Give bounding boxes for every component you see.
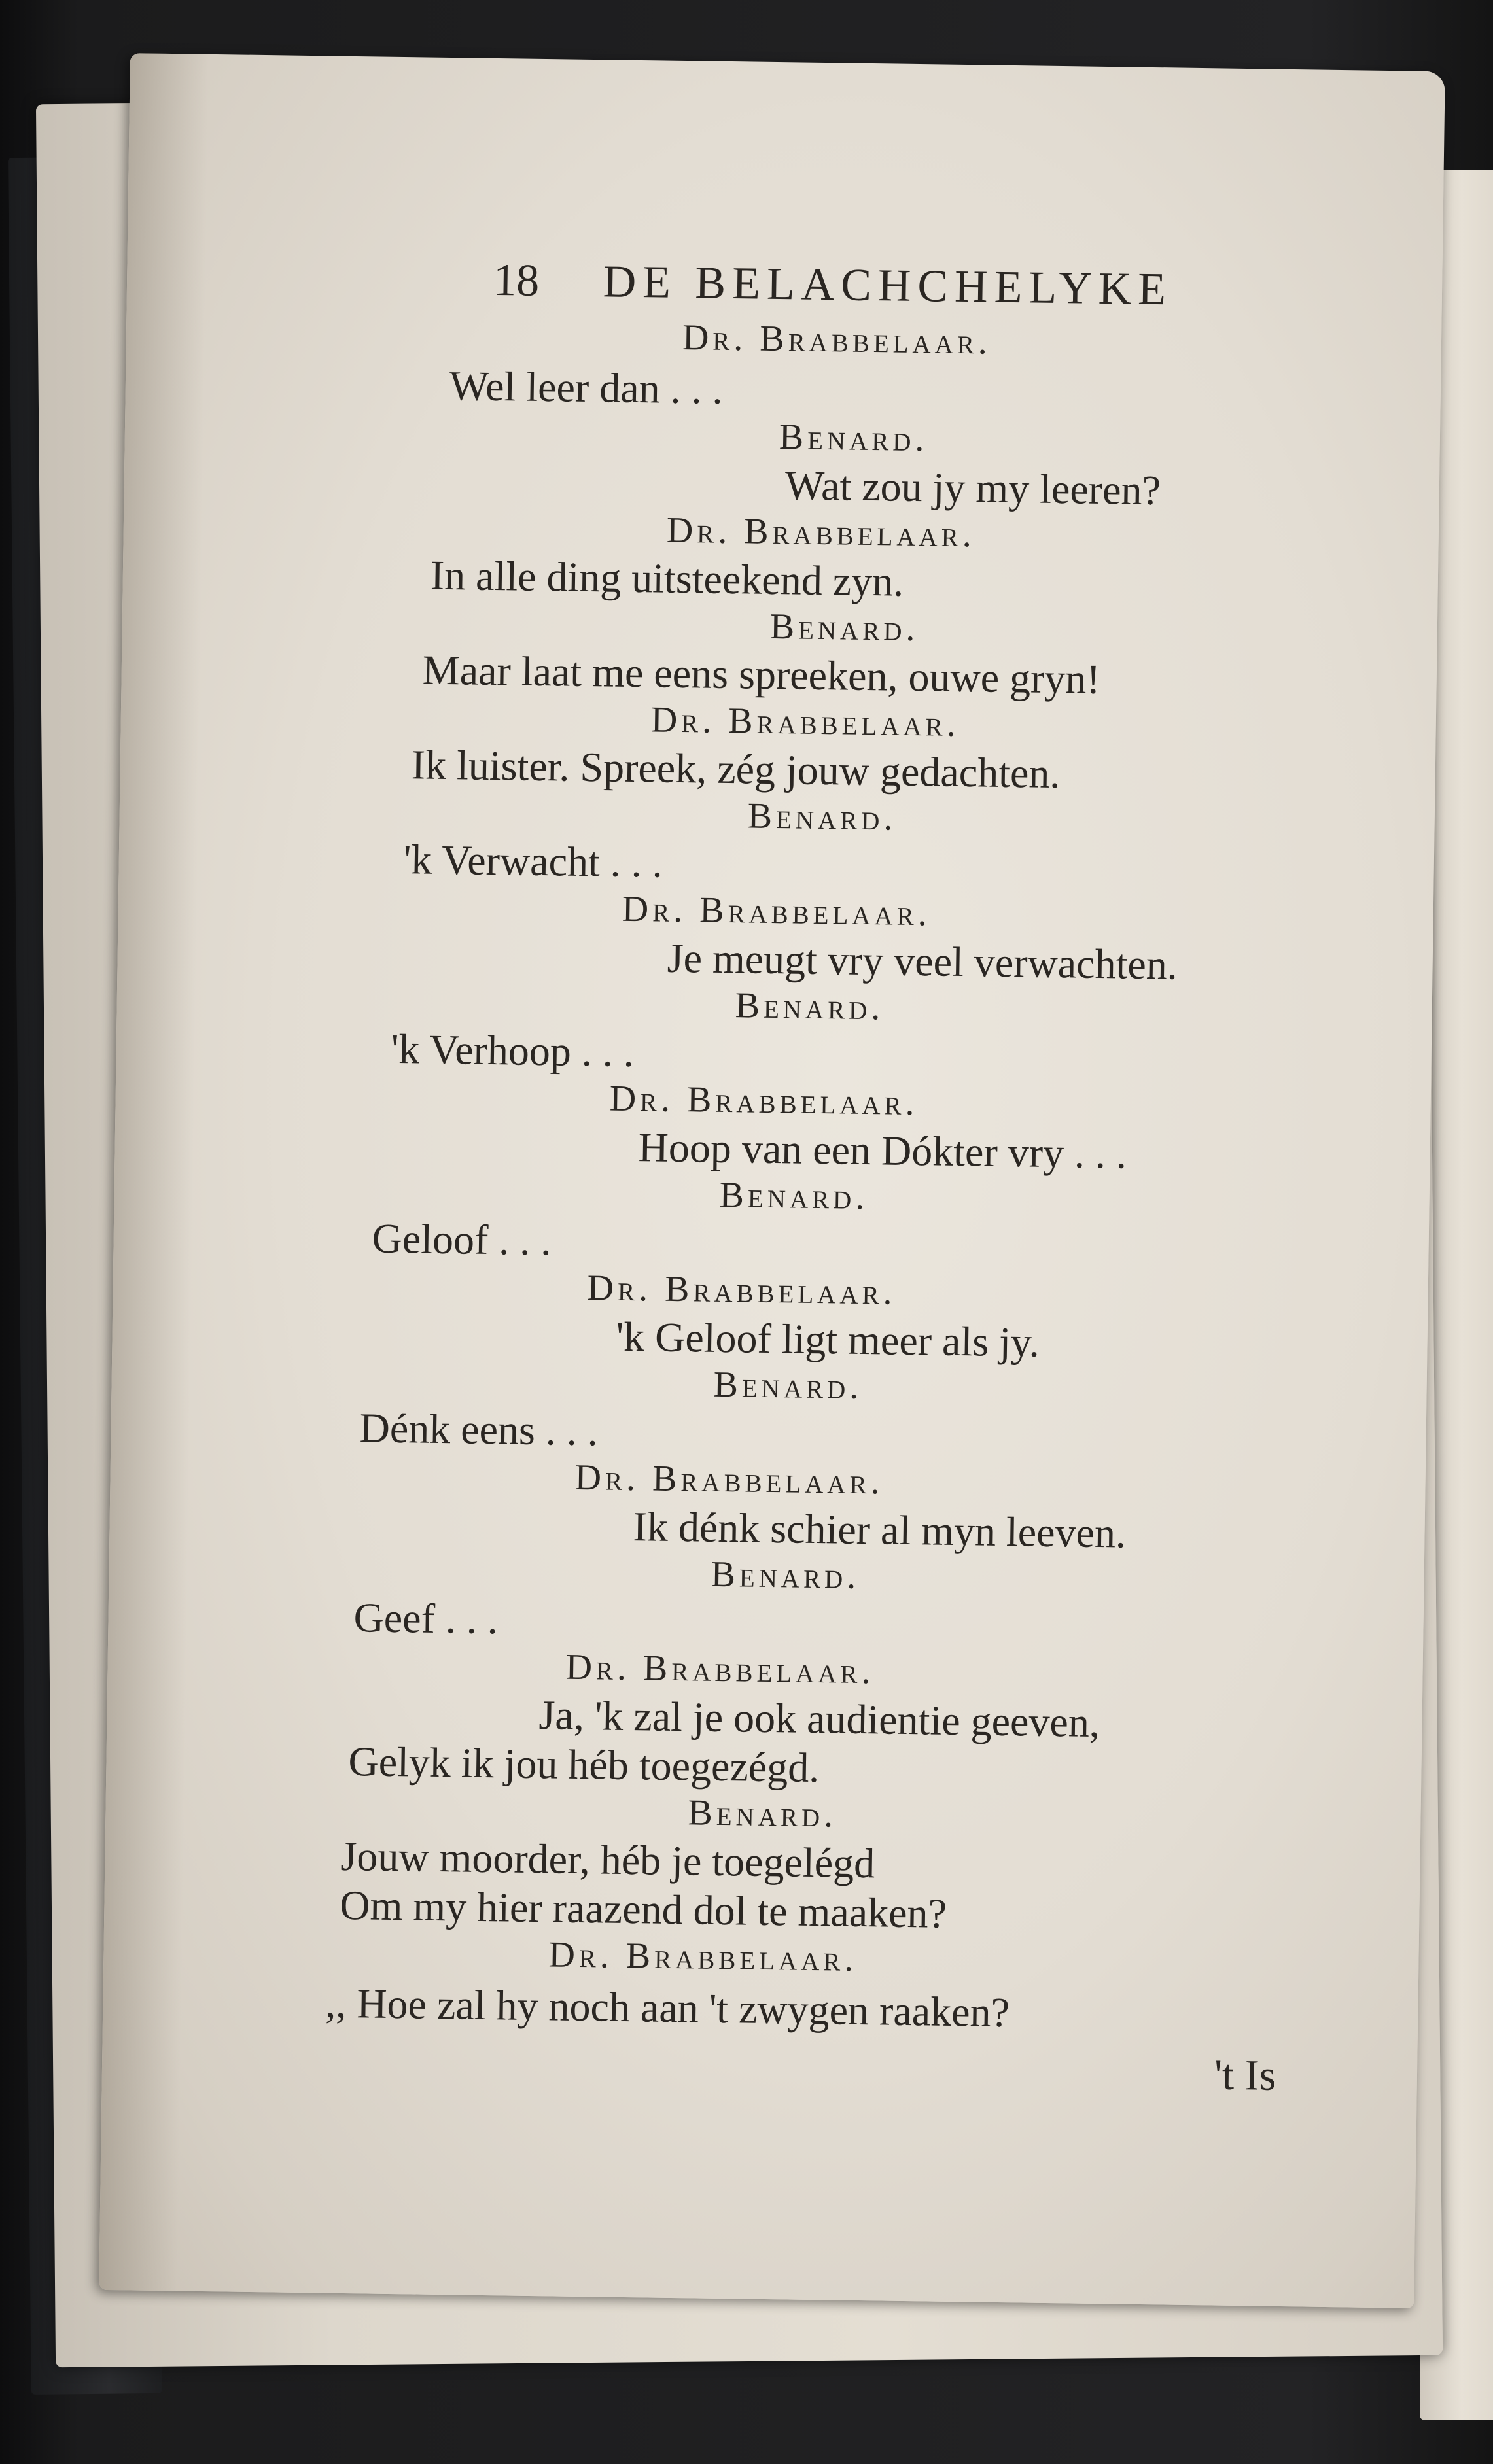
speaker-name: Benard. xyxy=(713,1364,863,1407)
dialogue-line: 'k Verwacht . . . xyxy=(403,836,663,886)
speaker-name: Benard. xyxy=(711,1553,860,1597)
speaker-name: Dr. Brabbelaar. xyxy=(650,699,960,744)
dialogue-line: Ik dénk schier al myn leeven. xyxy=(633,1503,1127,1557)
page-text xyxy=(130,53,1445,2100)
speaker-name: Dr. Brabbelaar. xyxy=(587,1268,897,1313)
book-page xyxy=(99,53,1445,2308)
speaker-name: Dr. Brabbelaar. xyxy=(609,1078,919,1124)
dialogue-line: Geloof . . . xyxy=(372,1215,552,1264)
dialogue-line: Wat zou jy my leeren? xyxy=(784,462,1161,514)
catchword: 't Is xyxy=(1214,2051,1276,2100)
speaker-name: Dr. Brabbelaar. xyxy=(666,510,976,555)
running-title: DE BELACHCHELYKE xyxy=(603,256,1173,315)
dialogue-line: Je meugt vry veel verwachten. xyxy=(667,934,1178,988)
dialogue-line: Maar laat me eens spreeken, ouwe gryn! xyxy=(422,646,1101,703)
speaker-name: Dr. Brabbelaar. xyxy=(548,1934,858,1979)
dialogue-line: ,, Hoe zal hy noch aan 't zwygen raaken? xyxy=(325,1979,1010,2036)
dialogue-line: In alle ding uitsteekend zyn. xyxy=(430,551,904,605)
speaker-name: Benard. xyxy=(688,1792,837,1835)
dialogue-line: 'k Geloof ligt meer als jy. xyxy=(616,1313,1040,1366)
speaker-name: Benard. xyxy=(719,1174,869,1218)
dialogue-line: Wel leer dan . . . xyxy=(449,362,724,413)
page-number: 18 xyxy=(493,254,540,306)
dialogue-line: Hoop van een Dókter vry . . . xyxy=(638,1124,1127,1177)
speaker-name: Dr. Brabbelaar. xyxy=(622,888,932,934)
speaker-name: Benard. xyxy=(769,606,919,650)
speaker-name: Benard. xyxy=(747,795,897,839)
speaker-name: Dr. Brabbelaar. xyxy=(574,1457,885,1502)
dialogue-line: Ik luister. Spreek, zég jouw gedachten. xyxy=(411,741,1061,797)
dialogue-line: Geef . . . xyxy=(353,1594,499,1643)
dialogue-line: Om my hier raazend dol te maaken? xyxy=(339,1881,947,1937)
dialogue-line: Ja, 'k zal je ook audientie geeven, xyxy=(538,1692,1100,1746)
running-header xyxy=(493,254,1449,320)
dialogue-line: Jouw moorder, héb je toegelégd xyxy=(340,1832,875,1887)
dialogue-line: 'k Verhoop . . . xyxy=(391,1025,635,1076)
speaker-name: Benard. xyxy=(735,985,885,1028)
speaker-name: Dr. Brabbelaar. xyxy=(565,1646,875,1692)
dialogue-line: Gelyk ik jou héb toegezégd. xyxy=(348,1738,820,1792)
speaker-name: Dr. Brabbelaar. xyxy=(682,317,992,362)
speaker-name: Benard. xyxy=(779,417,928,460)
dialogue-line: Dénk eens . . . xyxy=(359,1404,599,1455)
